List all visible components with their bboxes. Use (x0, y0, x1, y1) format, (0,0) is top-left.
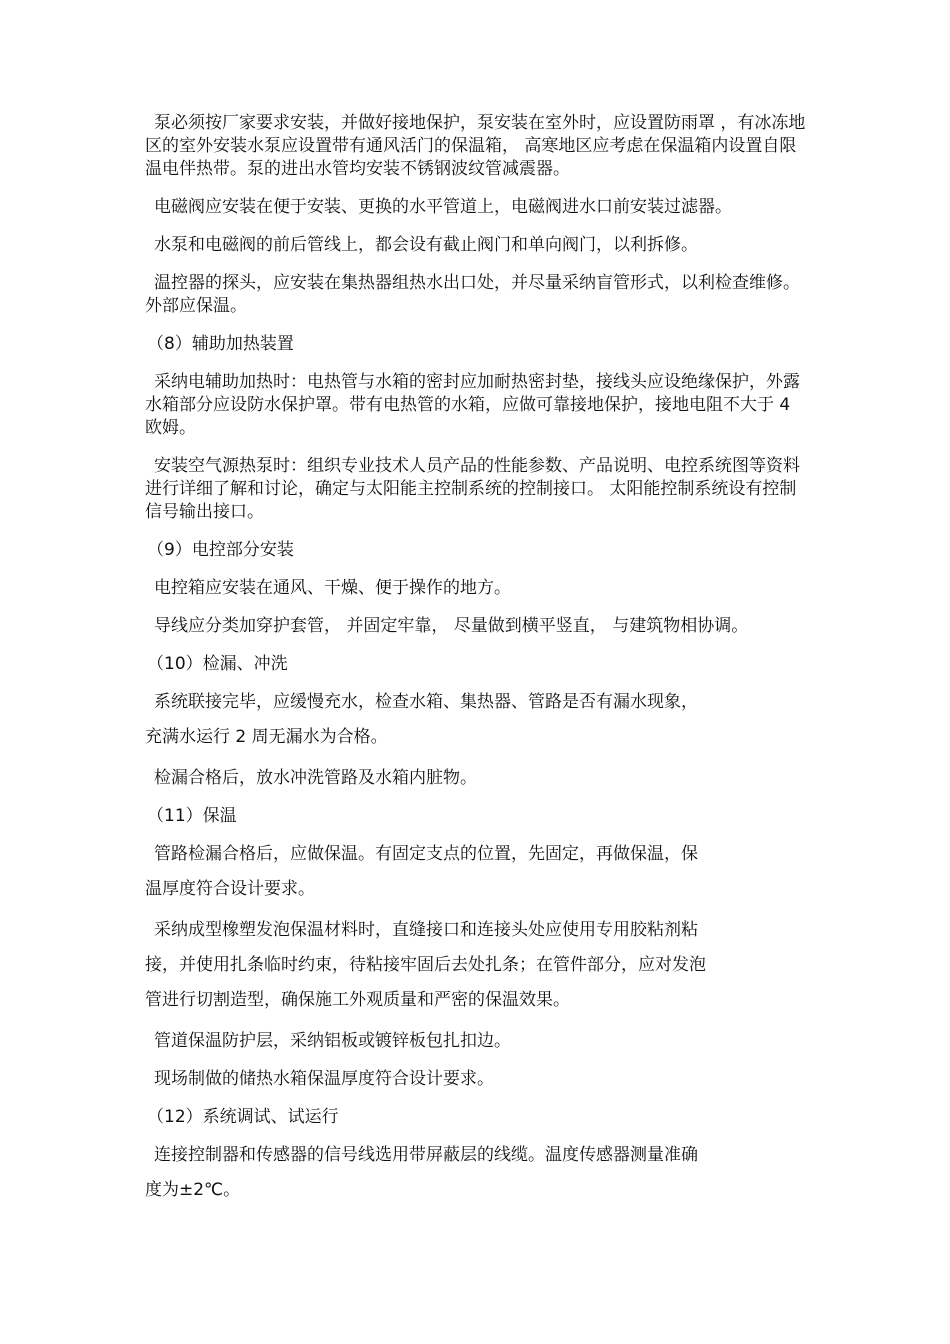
paragraph-line: 充满水运行 2 周无漏水为合格。 (145, 727, 388, 747)
paragraph-protective-layer: 管道保温防护层，采纳铝板或镀锌板包扎扣边。 (154, 1031, 511, 1051)
paragraph-line: 温厚度符合设计要求。 (145, 879, 315, 899)
paragraph-pump-installation: 泵必须按厂家要求安装，并做好接地保护，泵安装在室外时，应设置防雨罩 ，有冰冻地区的室外安装水泵应设置带有通风活门的保温箱， 高寒地区应考虑在保温箱内设置自限温电伴热带。泵的进出水管均安装不锈钢波纹管减震器。 (145, 113, 806, 179)
section-heading-12: （12）系统调试、试运行 (147, 1107, 339, 1127)
paragraph-line: 连接控制器和传感器的信号线选用带屏蔽层的线缆。温度传感器测量准确 (154, 1145, 698, 1165)
paragraph-line: 接，并使用扎条临时约束，待粘接牢固后去处扎条；在管件部分，应对发泡 (145, 955, 706, 975)
paragraph-flushing: 检漏合格后，放水冲洗管路及水箱内脏物。 (154, 768, 477, 788)
paragraph-signal-cable (145, 1144, 807, 1202)
section-heading-9: （9）电控部分安装 (147, 540, 294, 560)
paragraph-solenoid-valve: 电磁阀应安装在便于安装、更换的水平管道上，电磁阀进水口前安装过滤器。 (154, 197, 732, 217)
paragraph-line: 度为±2℃。 (145, 1180, 241, 1200)
document-body (145, 112, 807, 1202)
paragraph-insulation (145, 843, 807, 901)
paragraph-tank-insulation: 现场制做的储热水箱保温厚度符合设计要求。 (154, 1069, 494, 1089)
paragraph-control-box: 电控箱应安装在通风、干燥、便于操作的地方。 (154, 578, 511, 598)
paragraph-foam-insulation (145, 919, 807, 1012)
section-heading-10: （10）检漏、冲洗 (147, 654, 288, 674)
paragraph-line: 管路检漏合格后，应做保温。有固定支点的位置，先固定，再做保温，保 (154, 844, 698, 864)
paragraph-electric-heating: 采纳电辅助加热时：电热管与水箱的密封应加耐热密封垫，接线头应设绝缘保护，外露水箱部分应设防水保护罩。带有电热管的水箱，应做可靠接地保护，接地电阻不大于 4 欧姆。 (145, 372, 800, 438)
paragraph-leak-check (145, 691, 807, 749)
section-heading-8: （8）辅助加热装置 (147, 334, 294, 354)
section-heading-11: （11）保温 (147, 806, 237, 826)
paragraph-line: 管进行切割造型，确保施工外观质量和严密的保温效果。 (145, 990, 570, 1010)
paragraph-heat-pump: 安装空气源热泵时：组织专业技术人员产品的性能参数、产品说明、电控系统图等资料进行详细了解和讨论，确定与太阳能主控制系统的控制接口。 太阳能控制系统设有控制信号输出接口。 (145, 456, 800, 522)
paragraph-wiring: 导线应分类加穿护套管， 并固定牢靠， 尽量做到横平竖直， 与建筑物相协调。 (154, 616, 749, 636)
paragraph-line: 系统联接完毕，应缓慢充水，检查水箱、集热器、管路是否有漏水现象， (154, 692, 698, 712)
paragraph-line: 采纳成型橡塑发泡保温材料时，直缝接口和连接头处应使用专用胶粘剂粘 (154, 920, 698, 940)
paragraph-valves: 水泵和电磁阀的前后管线上，都会设有截止阀门和单向阀门，以利拆修。 (154, 235, 698, 255)
paragraph-thermostat-probe: 温控器的探头，应安装在集热器组热水出口处，并尽量采纳盲管形式，以利检查维修。外部应保温。 (145, 273, 800, 316)
